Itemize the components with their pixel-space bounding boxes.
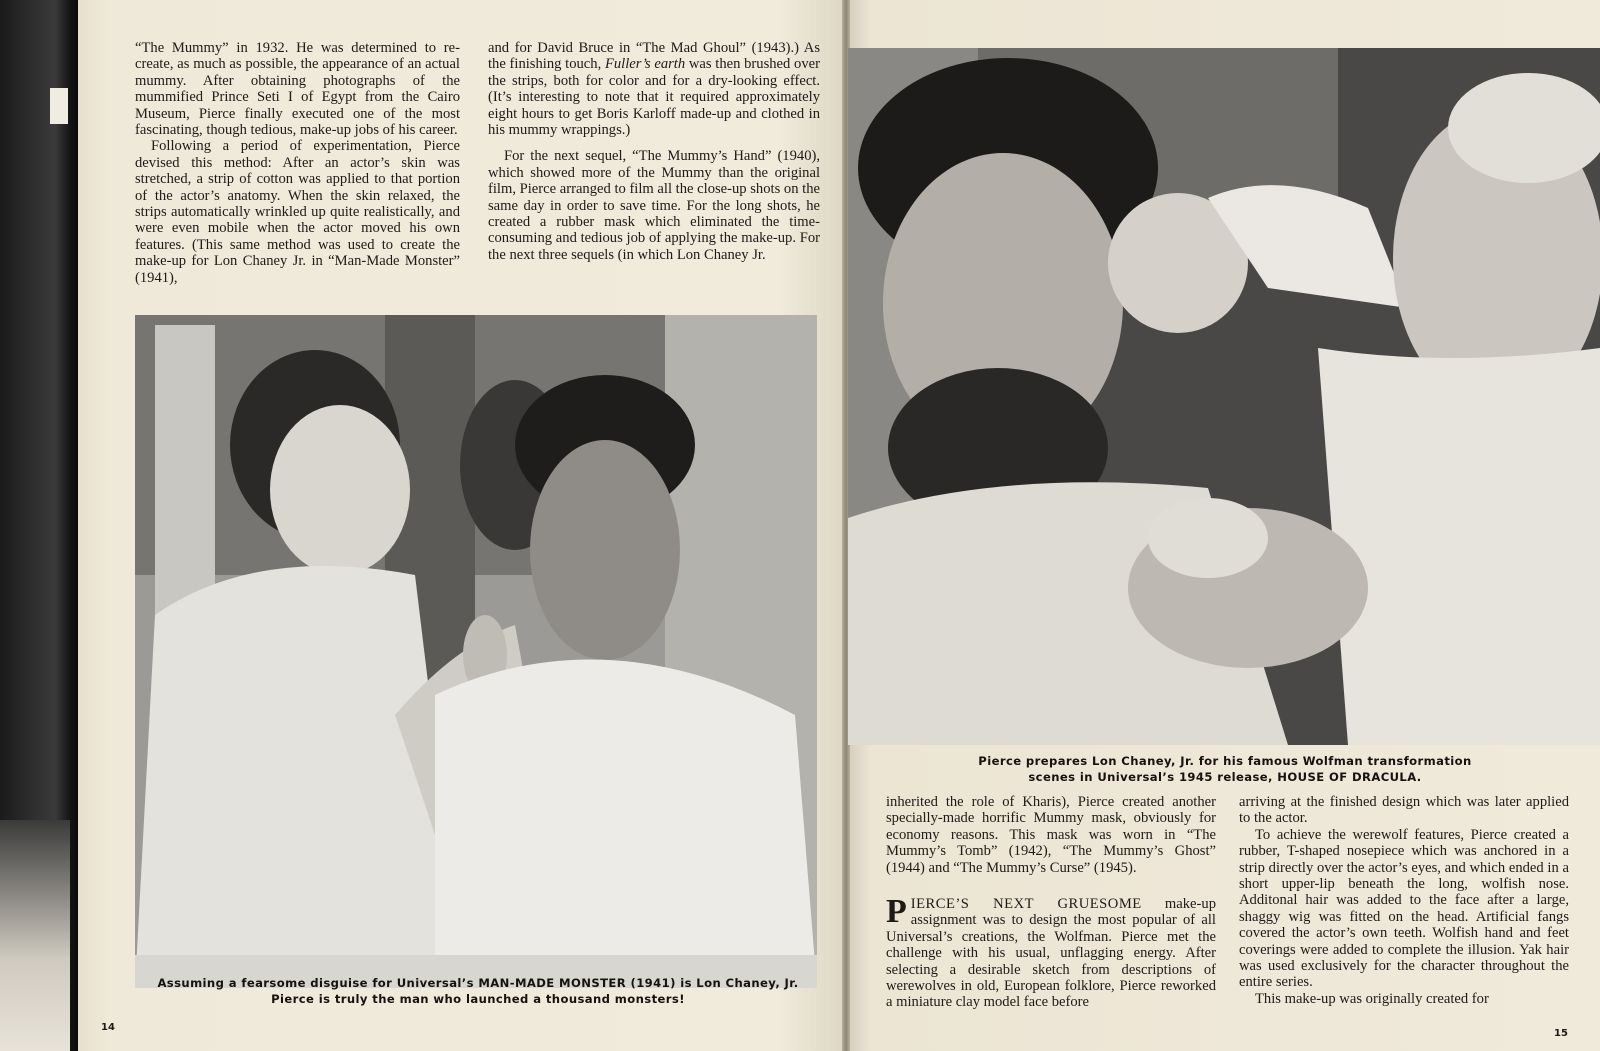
article-paragraph: “The Mummy” in 1932. He was determined to re-create, as much as possible, the appearance of an actual mummy. After obtaining photographs of the mummified Prince Seti I of Egypt from the Cairo Museum, Pierce finally executed one of the most fascinating, though tedious, make-up jobs of his career. (135, 40, 460, 139)
text-run: was then brushed over the strips, both for color and for a dry-looking effect. (It’s interesting to note that it required approximately eight hours to get Boris Karloff made-up and clothed in his mummy wrappings.) (488, 56, 820, 139)
photo-illustration (848, 48, 1600, 745)
article-paragraph (886, 893, 1216, 1011)
caption-line: Pierce is truly the man who launched a thousand monsters! (271, 992, 685, 1006)
article-paragraph (488, 40, 820, 138)
article-paragraph: Following a period of experimentation, Pierce devised this method: After an actor’s skin was stretched, a strip of cotton was applied to that portion of the actor’s anatomy. When the skin relaxed, the strips automatically wrinkled up quite realistically, and were even mobile when the actor moved his own features. (This same method was used to create the make-up for Lon Chaney Jr. in “Man-Made Monster” (1941), (135, 138, 460, 286)
caption-line: Assuming a fearsome disguise for Universal’s MAN-MADE MONSTER (1941) is Lon Chaney, Jr. (157, 976, 799, 990)
text-run: make-up assignment was to design the most popular of all Universal’s creations, the Wolfman. Pierce met the challenge with his usual, unflagging energy. After selecting a desirable sketch from descriptions of werewolves in old, European folklore, Pierce reworked a miniature clay model face before (886, 896, 1216, 1011)
caption-line: scenes in Universal’s 1945 release, HOUSE OF DRACULA. (1028, 770, 1422, 784)
text-run-smallcaps: IERCE’S NEXT GRUESOME (910, 896, 1142, 913)
drop-cap: P (886, 893, 907, 931)
article-paragraph: This make-up was originally created for (1255, 990, 1489, 1007)
article-paragraph: arriving at the finished design which was later applied to the actor. (1239, 794, 1569, 827)
right-column-1 (886, 794, 1216, 1011)
page-number-left: 14 (101, 1022, 115, 1033)
left-photo-caption (128, 975, 828, 1007)
photo-wolfman-makeup (848, 48, 1600, 745)
photo-illustration (135, 315, 817, 988)
caption-line: Pierce prepares Lon Chaney, Jr. for his famous Wolfman transformation (978, 754, 1472, 768)
left-column-1 (135, 40, 460, 286)
left-column-2 (488, 40, 820, 263)
page-number-right: 15 (1554, 1028, 1568, 1039)
book-edge-bottom (0, 820, 70, 1051)
photo-makeup-man-made-monster (135, 315, 817, 988)
right-column-2 (1239, 794, 1569, 1007)
text-run: and for David Bruce in “The Mad Ghoul” (1943).) As the finishing touch, (488, 40, 820, 73)
article-paragraph: inherited the role of Kharis), Pierce created another specially-made horrific Mummy mask, obviously for economy reasons. This mask was worn in “The Mummy’s Tomb” (1942), “The Mummy’s Ghost” (1944) and “The Mummy’s Curse” (1945). (886, 794, 1216, 876)
text-run-italic: Fuller’s earth (604, 56, 686, 73)
page-tab (50, 88, 68, 124)
article-paragraph: For the next sequel, “The Mummy’s Hand” (1940), which showed more of the Mummy than the original film, Pierce arranged to film all the close-up shots on the same day in order to save time. For the long shots, he created a rubber mask which eliminated the time-consuming and tedious job of applying the make-up. For the next three sequels (in which Lon Chaney Jr. (488, 148, 820, 263)
right-photo-caption (905, 753, 1545, 785)
article-paragraph: To achieve the werewolf features, Pierce created a rubber, T-shaped nosepiece which was anchored in a strip directly over the actor’s eyes, and which ended in a short upper-lip beneath the long, wolfish nose. Additonal hair was added to the face after a large, shaggy wig was fitted on the head. Artificial fangs covered the actor’s own teeth. Wolfish hand and feet coverings were added to complete the illusion. Yak hair was used exclusively for the character throughout the entire series. (1239, 826, 1569, 991)
